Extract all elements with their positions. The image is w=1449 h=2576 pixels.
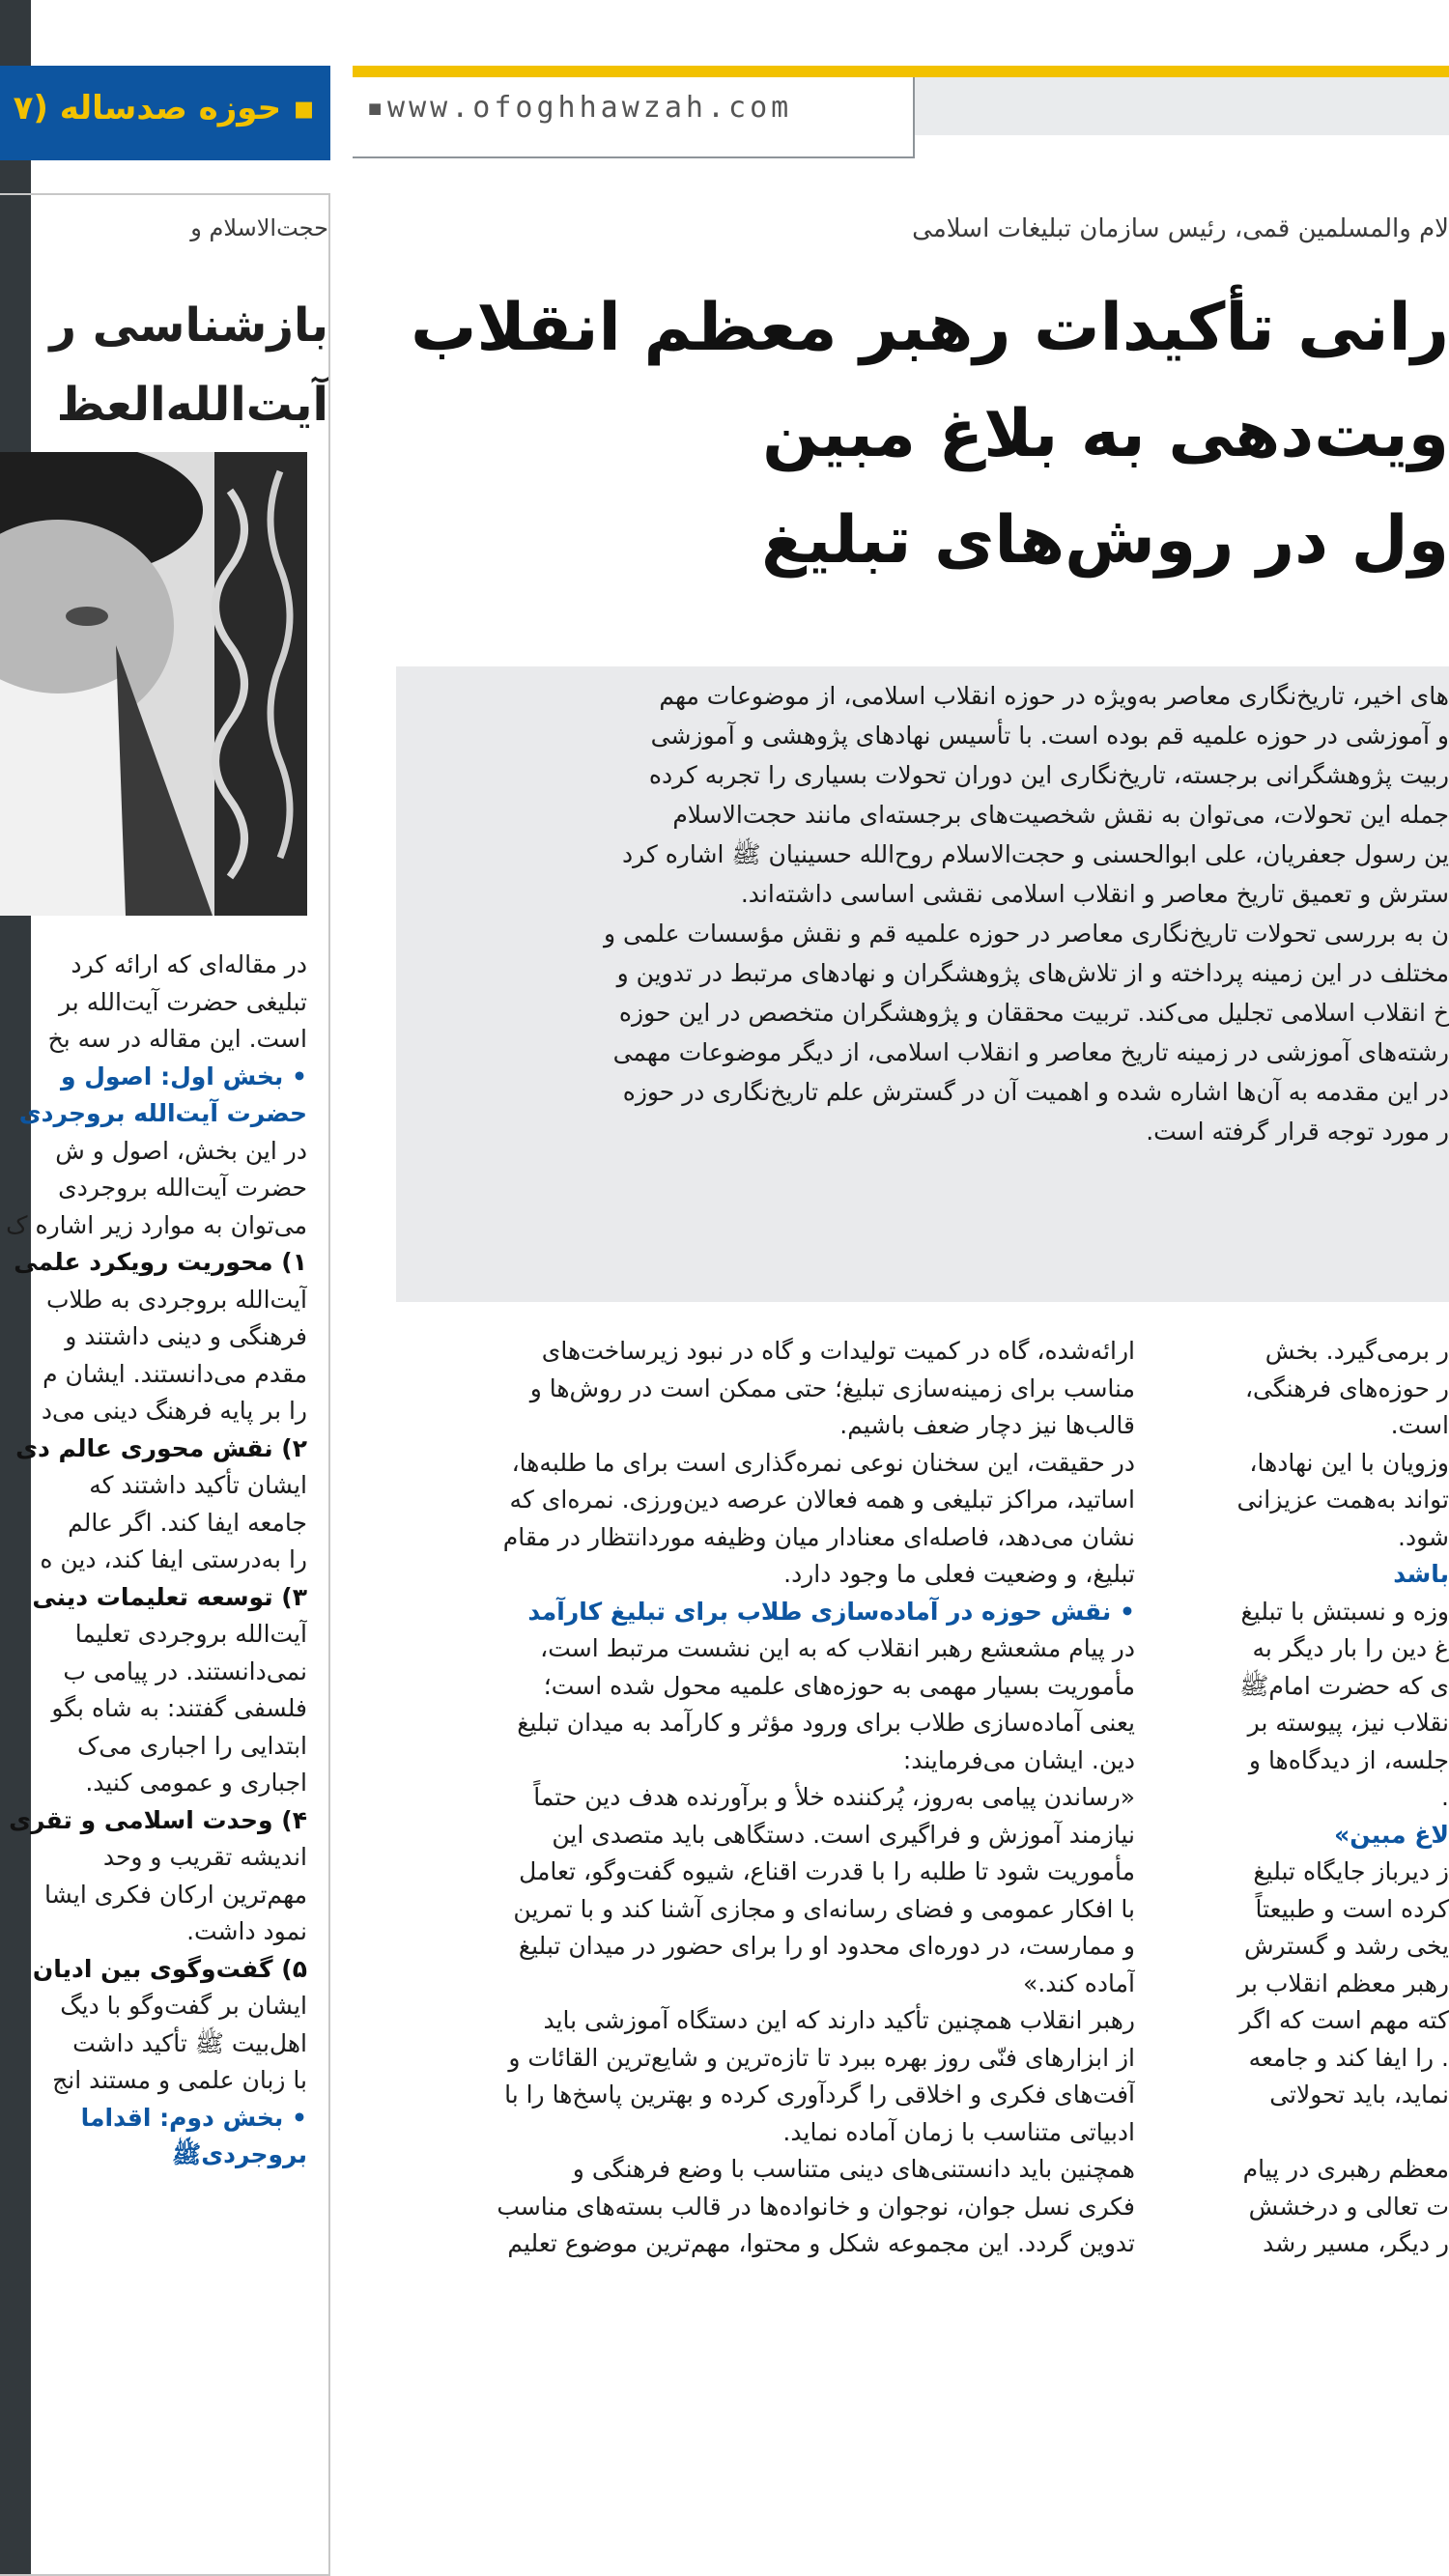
text-line: و ممارست، در دوره‌ای محدود او را برای حضور در میدان تبلیغ xyxy=(518,1932,1135,1960)
text-line: از ابزارهای فنّی روز بهره ببرد تا تازه‌ترین و شایع‌ترین القائات و xyxy=(508,2043,1135,2072)
text-line: جلسه، از دیدگاه‌ها و xyxy=(1248,1745,1449,1774)
section-subheading: • نقش حوزه در آماده‌سازی طلاب برای تبلیغ کارآمد xyxy=(527,1597,1135,1626)
text-line: کته مهم است که اگر xyxy=(1239,2006,1449,2034)
text-line: یخی رشد و گسترش xyxy=(1243,1932,1449,1960)
section-subheading: لاغ مبین» xyxy=(1334,1820,1449,1849)
text-line: فکری نسل جوان، نوجوان و خانواده‌ها در قالب بسته‌های مناسب xyxy=(497,2192,1135,2221)
sidebar-subheading: ۲) نقش محوری عالم دی xyxy=(15,1433,307,1462)
text-line: در مقاله‌ای که ارائه کرد xyxy=(71,950,307,978)
text-line: ایشان تأکید داشتند که xyxy=(89,1471,307,1499)
portrait-image xyxy=(0,452,307,916)
text-line: ر برمی‌گیرد. بخش xyxy=(1264,1337,1449,1365)
sidebar-text xyxy=(0,947,307,2174)
text-line: نماید، باید تحولاتی xyxy=(1269,2081,1449,2109)
lead-line: ن به بررسی تحولات تاریخ‌نگاری معاصر در حوزه علمیه قم و نقش مؤسسات علمی و xyxy=(604,920,1449,948)
lead-box xyxy=(396,666,1449,1302)
text-line: «رساندن پیامی به‌روز، پُرکننده خلأ و برآورنده هدف دین حتماً xyxy=(533,1783,1135,1811)
text-line: با زبان علمی و مستند انج xyxy=(52,2066,307,2094)
sidebar-subheading: ۱) محوریت رویکرد علمی xyxy=(14,1248,307,1276)
lead-line: جمله این تحولات، می‌توان به نقش شخصیت‌های برجسته‌ای مانند حجت‌الاسلام xyxy=(672,801,1449,829)
text-line: ارائه‌شده، گاه در کمیت تولیدات و گاه در نبود زیرساخت‌های xyxy=(541,1337,1135,1365)
header-accent-bar xyxy=(353,66,1449,77)
sidebar-subheading: ۳) توسعه تعلیمات دینی xyxy=(32,1582,307,1611)
paragraph xyxy=(372,2002,1135,2151)
text-line: وزویان با این نهادها، xyxy=(1249,1448,1449,1477)
text-line: نیازمند آموزش و فراگیری است. دستگاهی باید متصدی این xyxy=(552,1820,1135,1849)
text-line: غ دین را بار دیگر به xyxy=(1252,1634,1449,1662)
text-line: ایشان بر گفت‌وگو با دیگ xyxy=(60,1992,307,2020)
text-line: ز دیرباز جایگاه تبلیغ xyxy=(1253,1857,1449,1885)
paragraph xyxy=(372,1333,1135,1445)
right-column xyxy=(1164,1333,1449,2263)
text-line: در این بخش، اصول و ش xyxy=(55,1136,307,1165)
text-line: آیت‌الله بروجردی تعلیما xyxy=(74,1620,307,1648)
section-title: ▪ حوزه صدساله (۷ xyxy=(0,66,330,160)
site-url: ▪www.ofoghhawzah.com xyxy=(353,77,915,158)
sidebar-subheading: ۴) وحدت اسلامی و تقری xyxy=(9,1805,307,1834)
text-line: می‌توان به موارد زیر اشاره ک xyxy=(6,1210,307,1239)
sidebar-headline-line: بازشناسی ر xyxy=(49,298,328,353)
lead-line: رشته‌های آموزشی در زمینه تاریخ معاصر و انقلاب اسلامی، از دیگر موضوعات مهمی xyxy=(612,1038,1449,1066)
text-line: کرده است و طبیعتاً xyxy=(1255,1894,1449,1923)
text-line: آفت‌های فکری و اخلاقی را گردآوری کرده و بهترین پاسخ‌ها را با xyxy=(504,2081,1135,2109)
lead-line: در این مقدمه به آن‌ها اشاره شده و اهمیت آن در گسترش علم تاریخ‌نگاری در حوزه xyxy=(622,1078,1449,1106)
text-line: ابتدایی را اجباری می‌ک xyxy=(77,1731,307,1760)
text-line: جامعه ایفا کند. اگر عالم xyxy=(68,1508,307,1537)
text-line: را بر پایه فرهنگ دینی می‌د xyxy=(41,1397,307,1425)
text-line: . را ایفا کند و جامعه xyxy=(1248,2043,1449,2072)
text-line: همچنین باید دانستنی‌های دینی متناسب با وضع فرهنگی و xyxy=(572,2155,1135,2183)
text-line: نقلاب نیز، پیوسته بر xyxy=(1247,1709,1449,1737)
paragraph xyxy=(372,2151,1135,2263)
text-line: است. xyxy=(1390,1411,1449,1439)
text-line: در پیام مشعشع رهبر انقلاب که به این نشست مرتبط است، xyxy=(540,1634,1135,1662)
lead-line: ر مورد توجه قرار گرفته است. xyxy=(1146,1118,1449,1146)
text-line: حضرت آیت‌الله بروجردی xyxy=(58,1174,307,1202)
text-line: معظم رهبری در پیام xyxy=(1242,2155,1449,2183)
section-subheading: باشد xyxy=(1393,1560,1449,1588)
text-line: شود. xyxy=(1398,1522,1449,1551)
text-line: در حقیقت، این سخنان نوعی نمره‌گذاری است برای ما طلبه‌ها، xyxy=(511,1448,1135,1477)
text-line: قالب‌ها نیز دچار ضعف باشیم. xyxy=(839,1411,1135,1439)
article-subtitle: لام والمسلمین قمی، رئیس سازمان تبلیغات اسلامی xyxy=(912,214,1449,243)
paragraph xyxy=(372,1445,1135,1594)
text-line: ر دیگر، مسیر رشد xyxy=(1263,2229,1449,2257)
text-line: ادبیاتی متناسب با زمان آماده نماید. xyxy=(782,2117,1135,2146)
text-line: تدوین گردد. این مجموعه شکل و محتوا، مهم‌ترین موضوع تعلیم xyxy=(507,2229,1135,2257)
portrait-svg xyxy=(0,452,307,916)
text-line: مناسب برای زمینه‌سازی تبلیغ؛ حتی ممکن است در روش‌ها و xyxy=(529,1373,1135,1402)
text-line: وزه و نسبتش با تبلیغ xyxy=(1240,1597,1449,1626)
text-line: اجباری و عمومی کنید. xyxy=(85,1769,307,1797)
lead-line: مختلف در این زمینه پرداخته و از تلاش‌های پژوهشگران و نهادهای مرتبط در تدوین و xyxy=(616,959,1449,987)
text-line: مأموریت شود تا طلبه را با قدرت اقناع، شیوه گفت‌وگو، تعامل xyxy=(519,1857,1135,1885)
text-line: آماده کند.» xyxy=(1023,1968,1135,1997)
text-line: تبلیغ، و وضعیت فعلی ما وجود دارد. xyxy=(783,1560,1135,1588)
text-line: ت تعالی و درخشش xyxy=(1248,2192,1449,2221)
sidebar-byline: حجت‌الاسلام و xyxy=(190,214,328,241)
text-line xyxy=(1164,2114,1449,2152)
text-line: دین. ایشان می‌فرمایند: xyxy=(902,1745,1135,1774)
center-column xyxy=(372,1333,1135,2263)
text-line: نمود داشت. xyxy=(186,1917,307,1945)
text-line: فرهنگی و دینی داشتند و xyxy=(65,1322,307,1350)
text-line: مهم‌ترین ارکان فکری ایشا xyxy=(44,1880,307,1909)
text-line: رهبر معظم انقلاب بر xyxy=(1237,1968,1449,1997)
headline-line: ول در روش‌های تبلیغ xyxy=(761,502,1449,579)
text-line: اهل‌بیت ﷺ تأکید داشت xyxy=(72,2028,307,2057)
sidebar-subheading: ۵) گفت‌وگوی بین ادیان xyxy=(32,1954,307,1983)
text-line: رهبر انقلاب همچنین تأکید دارند که این دستگاه آموزشی باید xyxy=(543,2006,1135,2034)
lead-line: و آموزشی در حوزه علمیه قم بوده است. با تأسیس نهادهای پژوهشی و آموزشی xyxy=(650,722,1449,750)
text-line: را به‌درستی ایفا کند، دین ه xyxy=(40,1545,307,1573)
text-line: . xyxy=(1441,1783,1449,1811)
text-line: یعنی آماده‌سازی طلاب برای ورود مؤثر و کارآمد به میدان تبلیغ xyxy=(517,1709,1135,1737)
lead-line: های اخیر، تاریخ‌نگاری معاصر به‌ویژه در حوزه انقلاب اسلامی، از موضوعات مهم xyxy=(659,682,1449,710)
text-line: آیت‌الله بروجردی به طلاب xyxy=(45,1285,307,1314)
sidebar-headline xyxy=(0,286,328,444)
text-line: نمی‌دانستند. در پیامی ب xyxy=(63,1656,307,1685)
paragraph xyxy=(372,1779,1135,2002)
lead-line: خ انقلاب اسلامی تجلیل می‌کند. تربیت محققان و پژوهشگران متخصص در این حوزه xyxy=(618,999,1449,1027)
text-line: اساتید، مراکز تبلیغی و همه فعالان عرصه دین‌ورزی. نمره‌ای که xyxy=(509,1486,1135,1514)
text-line: با افکار عمومی و فضای رسانه‌ای و مجازی آشنا کند و با تمرین xyxy=(513,1894,1135,1923)
text-line: نشان می‌دهد، فاصله‌ای معنادار میان وظیفه موردانتظار در مقام xyxy=(502,1522,1135,1551)
text-line: تبلیغی حضرت آیت‌الله بر xyxy=(59,987,307,1016)
lead-line: سترش و تعمیق تاریخ معاصر و انقلاب اسلامی نقشی اساسی داشته‌اند. xyxy=(740,880,1449,908)
headline-line: ویت‌دهی به بلاغ مبین xyxy=(762,396,1449,472)
paragraph xyxy=(372,1630,1135,1779)
text-line: ر حوزه‌های فرهنگی، xyxy=(1244,1373,1449,1402)
sidebar-subheading: بروجردیﷺ xyxy=(172,2140,307,2168)
text-line: مقدم می‌دانستند. ایشان م xyxy=(43,1359,307,1388)
sidebar-headline-line: آیت‌الله‌العظ xyxy=(56,378,328,432)
sidebar-subheading: حضرت آیت‌الله بروجردی xyxy=(18,1099,307,1127)
text-line: است. این مقاله در سه بخ xyxy=(47,1025,307,1053)
text-line: تواند به‌همت عزیزانی xyxy=(1236,1486,1449,1514)
article-headline xyxy=(411,290,1449,609)
sidebar-subheading: • بخش اول: اصول و xyxy=(61,1062,307,1090)
lead-line: ین رسول جعفریان، علی ابوالحسنی و حجت‌الاسلام روح‌الله حسینیان ﷺ اشاره کرد xyxy=(621,840,1449,868)
sidebar-subheading: • بخش دوم: اقداما xyxy=(80,2103,307,2132)
text-line: ی که حضرت امامﷺ xyxy=(1239,1671,1449,1700)
text-line: فلسفی گفتند: به شاه بگو xyxy=(51,1694,307,1722)
lead-line: ربیت پژوهشگرانی برجسته، تاریخ‌نگاری این دوران تحولات بسیاری را تجربه کرده xyxy=(648,761,1449,789)
text-line: مأموریت بسیار مهمی به حوزه‌های علمیه محول شده است؛ xyxy=(543,1671,1135,1700)
text-line: اندیشه تقریب و وحد xyxy=(102,1843,307,1871)
headline-line: رانی تأکیدات رهبر معظم انقلاب xyxy=(411,290,1449,366)
